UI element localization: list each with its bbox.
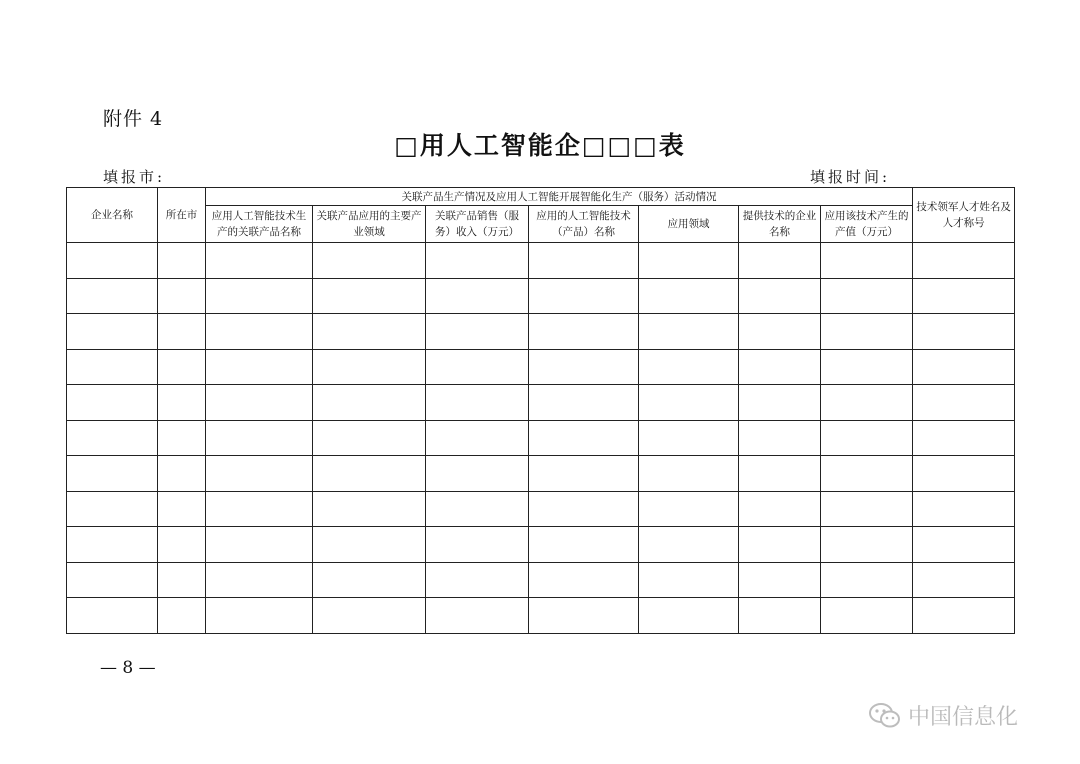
table-cell[interactable]	[739, 278, 821, 314]
table-cell[interactable]	[158, 314, 206, 350]
table-cell[interactable]	[821, 527, 913, 563]
table-cell[interactable]	[206, 349, 313, 385]
table-cell[interactable]	[821, 385, 913, 421]
table-cell[interactable]	[158, 243, 206, 279]
table-cell[interactable]	[639, 527, 739, 563]
table-cell[interactable]	[821, 562, 913, 598]
table-cell[interactable]	[529, 420, 639, 456]
table-cell[interactable]	[913, 314, 1015, 350]
table-cell[interactable]	[313, 598, 426, 634]
table-row	[67, 456, 1015, 492]
table-cell[interactable]	[426, 598, 529, 634]
table-cell[interactable]	[739, 527, 821, 563]
table-cell[interactable]	[639, 598, 739, 634]
header-industry-field: 关联产品应用的主要产业领域	[313, 206, 426, 243]
table-cell[interactable]	[739, 562, 821, 598]
header-ai-tech-name: 应用的人工智能技术（产品）名称	[529, 206, 639, 243]
table-cell[interactable]	[158, 598, 206, 634]
table-row	[67, 349, 1015, 385]
table-cell[interactable]	[158, 456, 206, 492]
table-cell[interactable]	[158, 349, 206, 385]
table-cell[interactable]	[529, 491, 639, 527]
table-cell[interactable]	[739, 314, 821, 350]
table-cell[interactable]	[821, 314, 913, 350]
table-cell[interactable]	[639, 243, 739, 279]
table-cell[interactable]	[913, 385, 1015, 421]
table-cell[interactable]	[67, 456, 158, 492]
table-cell[interactable]	[206, 314, 313, 350]
header-sales-revenue: 关联产品销售（服务）收入（万元）	[426, 206, 529, 243]
table-cell[interactable]	[913, 243, 1015, 279]
table-cell[interactable]	[739, 491, 821, 527]
table-cell[interactable]	[67, 598, 158, 634]
table-cell[interactable]	[529, 278, 639, 314]
table-cell[interactable]	[313, 349, 426, 385]
table-cell[interactable]	[313, 491, 426, 527]
table-cell[interactable]	[739, 385, 821, 421]
table-cell[interactable]	[913, 278, 1015, 314]
table-row	[67, 562, 1015, 598]
header-output-value: 应用该技术产生的产值（万元）	[821, 206, 913, 243]
table-row	[67, 420, 1015, 456]
table-cell[interactable]	[67, 527, 158, 563]
table-cell[interactable]	[913, 598, 1015, 634]
table-row	[67, 314, 1015, 350]
table-cell[interactable]	[821, 349, 913, 385]
table-cell[interactable]	[206, 278, 313, 314]
table-cell[interactable]	[313, 562, 426, 598]
table-cell[interactable]	[821, 243, 913, 279]
table-cell[interactable]	[821, 598, 913, 634]
table-cell[interactable]	[313, 278, 426, 314]
registration-table	[66, 187, 1015, 634]
header-talent: 技术领军人才姓名及人才称号	[913, 188, 1015, 243]
header-provider-company: 提供技术的企业名称	[739, 206, 821, 243]
table-cell[interactable]	[67, 491, 158, 527]
table-cell[interactable]	[313, 385, 426, 421]
table-cell[interactable]	[67, 243, 158, 279]
table-cell[interactable]	[67, 349, 158, 385]
table-cell[interactable]	[529, 385, 639, 421]
table-cell[interactable]	[426, 527, 529, 563]
header-company-name: 企业名称	[67, 188, 158, 243]
table-row	[67, 598, 1015, 634]
table-cell[interactable]	[913, 491, 1015, 527]
header-group-activities: 关联产品生产情况及应用人工智能开展智能化生产（服务）活动情况	[206, 188, 913, 206]
table-cell[interactable]	[639, 349, 739, 385]
table-cell[interactable]	[206, 562, 313, 598]
table-cell[interactable]	[206, 456, 313, 492]
table-row	[67, 243, 1015, 279]
table-cell[interactable]	[529, 349, 639, 385]
wechat-icon	[868, 702, 902, 730]
table-cell[interactable]	[639, 562, 739, 598]
table-cell[interactable]	[313, 420, 426, 456]
table-cell[interactable]	[67, 314, 158, 350]
table-cell[interactable]	[739, 598, 821, 634]
table-row	[67, 278, 1015, 314]
table-cell[interactable]	[529, 598, 639, 634]
table-cell[interactable]	[426, 349, 529, 385]
table-cell[interactable]	[426, 491, 529, 527]
table-cell[interactable]	[821, 420, 913, 456]
table-cell[interactable]	[158, 491, 206, 527]
table-cell[interactable]	[913, 420, 1015, 456]
table-cell[interactable]	[426, 314, 529, 350]
watermark	[868, 700, 1018, 731]
table-cell[interactable]	[739, 243, 821, 279]
attachment-label: 附件 4	[103, 108, 164, 130]
table-cell[interactable]	[739, 349, 821, 385]
form-title: □用人工智能企□□□表	[394, 131, 686, 160]
table-cell[interactable]	[529, 562, 639, 598]
table-cell[interactable]	[206, 420, 313, 456]
table-cell[interactable]	[426, 420, 529, 456]
watermark-text: 中国信息化	[908, 705, 1019, 730]
table-cell[interactable]	[158, 385, 206, 421]
table-cell[interactable]	[913, 562, 1015, 598]
table-cell[interactable]	[426, 243, 529, 279]
table-row	[67, 385, 1015, 421]
table-cell[interactable]	[426, 562, 529, 598]
table-cell[interactable]	[158, 527, 206, 563]
table-row	[67, 491, 1015, 527]
table-cell[interactable]	[529, 243, 639, 279]
table-cell[interactable]	[739, 420, 821, 456]
table-cell[interactable]	[313, 314, 426, 350]
table-cell[interactable]	[639, 278, 739, 314]
fill-city-label: 填报市:	[103, 168, 166, 186]
table-cell[interactable]	[639, 491, 739, 527]
table-cell[interactable]	[529, 527, 639, 563]
table-cell[interactable]	[313, 243, 426, 279]
table-cell[interactable]	[206, 598, 313, 634]
table-cell[interactable]	[206, 527, 313, 563]
table-cell[interactable]	[206, 243, 313, 279]
table-cell[interactable]	[639, 420, 739, 456]
table-cell[interactable]	[426, 456, 529, 492]
table-cell[interactable]	[913, 456, 1015, 492]
table-cell[interactable]	[67, 420, 158, 456]
table-cell[interactable]	[313, 456, 426, 492]
table-row	[67, 527, 1015, 563]
header-city: 所在市	[158, 188, 206, 243]
table-cell[interactable]	[913, 527, 1015, 563]
header-ai-product-name: 应用人工智能技术生产的关联产品名称	[206, 206, 313, 243]
table-cell[interactable]	[529, 456, 639, 492]
header-application-field: 应用领域	[639, 206, 739, 243]
table-cell[interactable]	[206, 385, 313, 421]
table-cell[interactable]	[639, 314, 739, 350]
table-cell[interactable]	[158, 562, 206, 598]
table-cell[interactable]	[529, 314, 639, 350]
table-cell[interactable]	[821, 491, 913, 527]
table-cell[interactable]	[821, 456, 913, 492]
table-cell[interactable]	[426, 278, 529, 314]
table-cell[interactable]	[639, 456, 739, 492]
table-cell[interactable]	[639, 385, 739, 421]
page-number: — 8 —	[100, 658, 156, 678]
table-cell[interactable]	[67, 385, 158, 421]
table-cell[interactable]	[206, 491, 313, 527]
table-cell[interactable]	[739, 456, 821, 492]
table-cell[interactable]	[67, 562, 158, 598]
fill-time-label: 填报时间:	[810, 168, 891, 186]
table-cell[interactable]	[67, 278, 158, 314]
table-cell[interactable]	[913, 349, 1015, 385]
table-cell[interactable]	[158, 278, 206, 314]
table-cell[interactable]	[313, 527, 426, 563]
table-cell[interactable]	[158, 420, 206, 456]
table-cell[interactable]	[426, 385, 529, 421]
table-cell[interactable]	[821, 278, 913, 314]
